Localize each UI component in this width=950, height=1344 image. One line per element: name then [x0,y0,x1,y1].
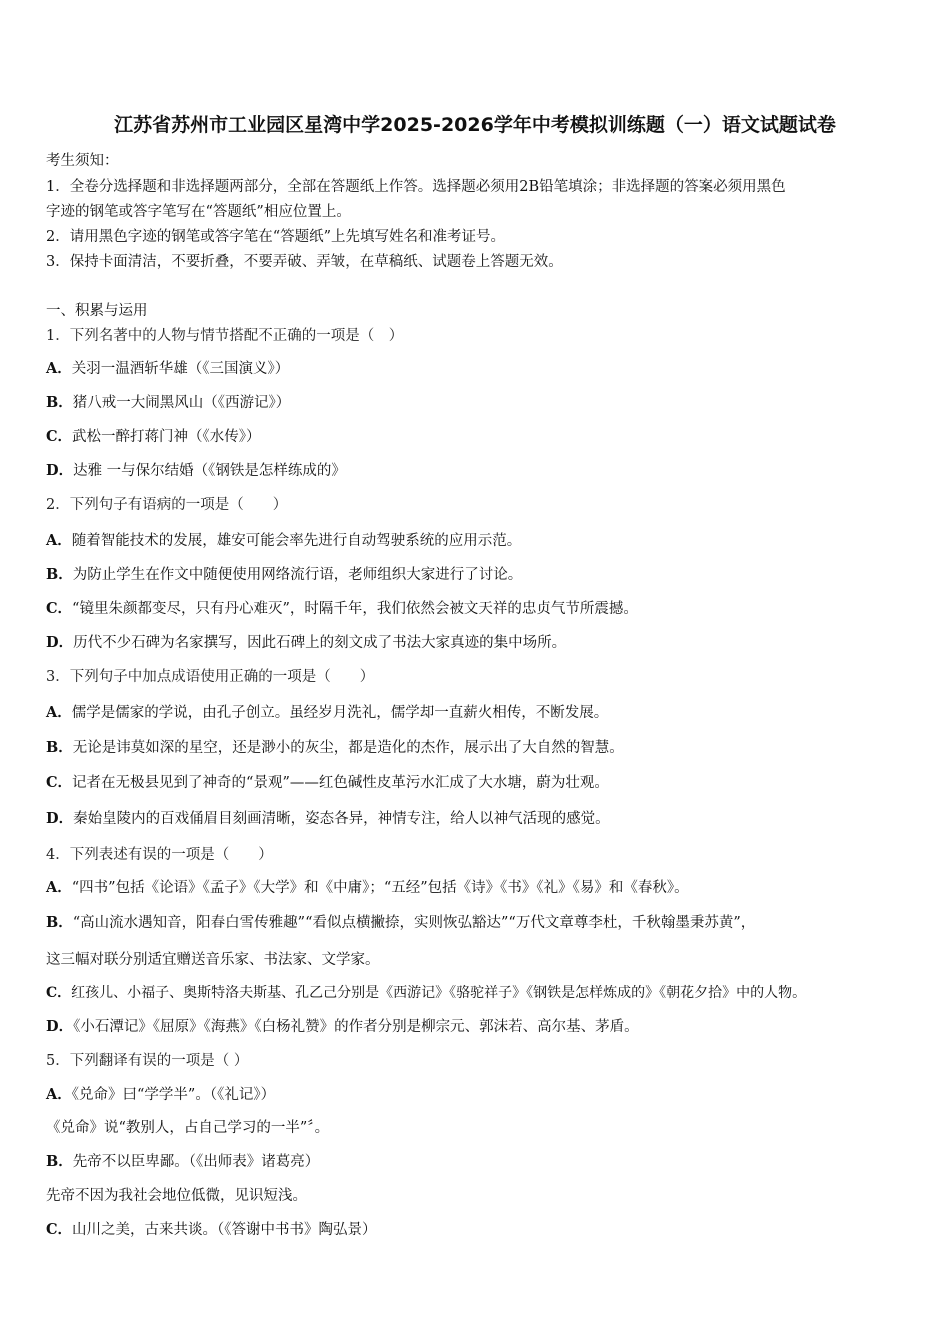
question-stem-1: 1．下列名著中的人物与情节搭配不正确的一项是（ ） [46,328,404,344]
option-1c: C．武松一醉打蒋门神（《水传》） [46,428,261,445]
notice-item: 1．全卷分选择题和非选择题两部分，全部在答题纸上作答。选择题必须用2B铅笔填涂；非选择题的答案必须用黑色 [46,179,786,195]
option-1a: A．关羽一温酒斩华雄（《三国演义》） [46,360,290,377]
option-5a: A．《兑命》曰“学学半”。（《礼记》） [46,1086,276,1103]
notice-item: 字迹的钢笔或答字笔写在“答题纸”相应位置上。 [46,204,351,220]
option-3d: D．秦始皇陵内的百戏俑眉目刻画清晰，姿态各异，神情专注，给人以神气活现的感觉。 [46,810,610,827]
option-2b: B．为防止学生在作文中随便使用网络流行语，老师组织大家进行了讨论。 [46,566,523,583]
option-3b: B．无论是讳莫如深的星空，还是渺小的灰尘，都是造化的杰作，展示出了大自然的智慧。 [46,739,624,756]
option-4c: C．红孩儿、小福子、奥斯特洛夫斯基、孔乙己分别是《西游记》《骆驼祥子》《钢铁是怎样炼成的》《朝花夕拾》中的人物。 [46,985,807,1001]
option-5a-translation: 《兑命》说“教别人，占自己学习的一半”〞。 [46,1120,330,1136]
option-3c: C．记者在无极县见到了神奇的“景观”——红色碱性皮革污水汇成了大水塘，蔚为壮观。 [46,774,609,791]
option-1b: B．猪八戒一大闹黑风山（《西游记》） [46,394,291,411]
option-4d: D．《小石潭记》《屈原》《海燕》《白杨礼赞》的作者分别是柳宗元、郭沫若、高尔基、茅盾。 [46,1018,639,1035]
question-stem-2: 2．下列句子有语病的一项是（ ） [46,497,288,513]
notice-item: 3．保持卡面清洁，不要折叠，不要弄破、弄皱，在草稿纸、试题卷上答题无效。 [46,254,563,270]
notice-item: 2．请用黑色字迹的钢笔或答字笔在“答题纸”上先填写姓名和准考证号。 [46,229,506,245]
option-3a: A．儒学是儒家的学说，由孔子创立。虽经岁月洗礼，儒学却一直薪火相传，不断发展。 [46,704,609,721]
option-5b-translation: 先帝不因为我社会地位低微，见识短浅。 [46,1188,307,1204]
notice-heading: 考生须知： [46,153,119,169]
question-stem-4: 4．下列表述有误的一项是（ ） [46,847,273,863]
option-2c: C．“镜里朱颜都变尽，只有丹心难灭”，时隔千年，我们依然会被文天祥的忠贞气节所震撼。 [46,600,638,617]
option-4a: A．“四书”包括《论语》《孟子》《大学》和《中庸》；“五经”包括《诗》《书》《礼》《易》和《春秋》。 [46,879,689,896]
option-5c: C．山川之美，古来共谈。（《答谢中书书》陶弘景） [46,1221,377,1238]
option-5b: B．先帝不以臣卑鄙。（《出师表》诸葛亮） [46,1153,320,1170]
option-1d: D．达雅 一与保尔结婚（《钢铁是怎样练成的》 [46,462,346,479]
exam-title: 江苏省苏州市工业园区星湾中学2025-2026学年中考模拟训练题（一）语文试题试卷 [114,114,836,136]
section-heading: 一、积累与运用 [46,303,148,319]
option-4b-continued: 这三幅对联分别适宜赠送音乐家、书法家、文学家。 [46,952,380,968]
question-stem-3: 3．下列句子中加点成语使用正确的一项是（ ） [46,669,375,685]
option-2d: D．历代不少石碑为名家撰写，因此石碑上的刻文成了书法大家真迹的集中场所。 [46,634,567,651]
question-stem-5: 5．下列翻译有误的一项是（ ） [46,1053,249,1069]
option-2a: A．随着智能技术的发展，雄安可能会率先进行自动驾驶系统的应用示范。 [46,532,522,549]
option-4b: B．“高山流水遇知音，阳春白雪传雅趣”“看似点横撇捺，实则恢弘豁达”“万代文章尊李杜，千秋翰墨秉苏黄”， [46,914,756,931]
